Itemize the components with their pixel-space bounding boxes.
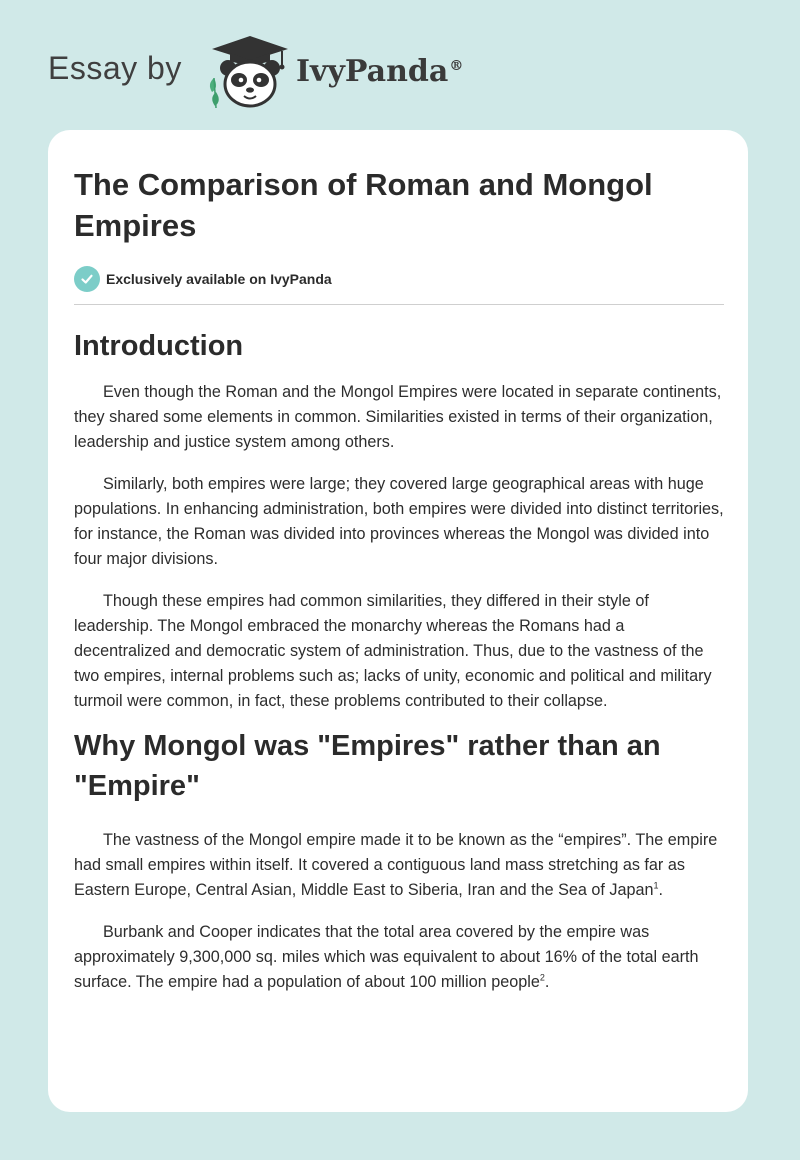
paragraph: Though these empires had common similarities, they differed in their style of leadership. The Mongol embraced the monarchy whereas the Romans had a decentralized and democratic system of administration. Thus, due to the vastness of the two empires, internal problems such as; lacks of unity, economic and political and military turmoil were common, in fact, these problems contributed to their collapse. [74, 592, 712, 710]
page-title: The Comparison of Roman and Mongol Empires [74, 167, 653, 243]
essay-by-label: Essay by [48, 50, 182, 86]
paragraph [74, 828, 724, 903]
brand-name[interactable]: IvyPanda® [296, 54, 464, 89]
essay-card [48, 130, 748, 1112]
footnote-ref[interactable]: 2 [539, 972, 545, 983]
essay-content [74, 164, 724, 995]
paragraph-end: . [544, 973, 550, 991]
exclusive-badge [74, 266, 724, 292]
registered-mark: ® [449, 58, 464, 74]
paragraph-text: The vastness of the Mongol empire made it to be known as the “empires”. The empire had small empires within itself. It covered a contiguous land mass stretching as far as Eastern Europe, Central Asian, Middle East to Siberia, Iran and the Sea of Japan [74, 831, 718, 899]
check-icon [74, 266, 100, 292]
paragraph: Even though the Roman and the Mongol Empires were located in separate continents, they shared some elements in common. Similarities existed in terms of their organization, leadership and justice system among others. [74, 383, 722, 451]
site-header [48, 30, 508, 110]
divider [74, 304, 724, 305]
paragraph [74, 920, 724, 995]
footnote-ref[interactable]: 1 [653, 880, 659, 891]
paragraph-text: Burbank and Cooper indicates that the total area covered by the empire was approximately 9,300,000 sq. miles which was equivalent to about 16% of the total earth surface. The empire had a population of about 100 million people [74, 923, 699, 991]
paragraph: Similarly, both empires were large; they covered large geographical areas with huge populations. In enhancing administration, both empires were divided into distinct territories, for instance, the Roman was divided into provinces whereas the Mongol was divided into four major divisions. [74, 475, 724, 568]
exclusive-label: Exclusively available on IvyPanda [106, 271, 332, 287]
section-heading-introduction: Introduction [74, 330, 244, 362]
paragraph-end: . [658, 881, 664, 899]
panda-graduate-logo-icon[interactable] [204, 34, 296, 110]
section-heading-why-mongol: Why Mongol was "Empires" rather than an "Empire" [74, 730, 661, 802]
